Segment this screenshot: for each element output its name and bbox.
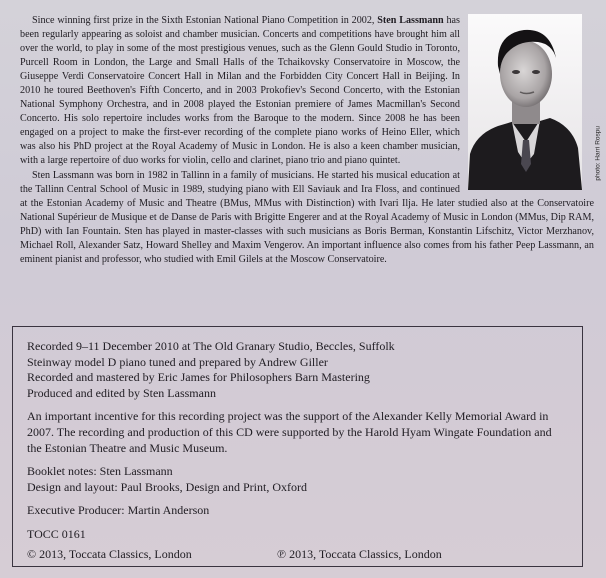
copyright-line: © 2013, Toccata Classics, London [27, 546, 192, 561]
design-line: Design and layout: Paul Brooks, Design and Print, Oxford [27, 479, 307, 494]
portrait-image [468, 14, 582, 190]
piano-line: Steinway model D piano tuned and prepared by Andrew Giller [27, 354, 328, 369]
mastered-line: Recorded and mastered by Eric James for Philosophers Barn Mastering [27, 370, 370, 385]
recorded-line: Recorded 9–11 December 2010 at The Old Granary Studio, Beccles, Suffolk [27, 339, 395, 353]
portrait-photo [468, 14, 582, 190]
support-paragraph: An important incentive for this recording project was the support of the Alexander Kelly Memorial Award in 2007. The recording and production of this CD were supported by the Harold Hyam Wingate Foundation and the Estonian Theatre and Music Museum. [27, 409, 552, 455]
catalog-number: TOCC 0161 [27, 526, 86, 541]
booklet-notes-line: Booklet notes: Sten Lassmann [27, 464, 173, 479]
produced-line: Produced and edited by Sten Lassmann [27, 385, 216, 400]
bio-paragraph-1: Since winning first prize in the Sixth Estonian National Piano Competition in 2002, Sten Lassmann has been regularly appearing as soloist and chamber musician. Concerts and competitions have brought him all over the world, to play in some of the most prestigious venues, such as the Glenn Gould Studio in Toronto, Purcell Room in London, the Large and Small Halls of the Tchaikovsky Conservatoire in Moscow, the Giuseppe Verdi Conservatoire Concert Hall in Milan and the Forbidden City Concert Hall in Beijing. In 2010 he toured Beethoven's Fifth Concerto, and in 2003 Prokofiev's Second Concerto, with the Estonian National Symphony Orchestra, and in 2008 played the Estonian premiere of James Macmillan's Second Concerto. His solo repertoire includes works from the Baroque to the modern. Since 2008 he has been engaged on a project to make the first-ever recording of the complete piano works of Heino Eller, which was also his PhD project at the Royal Academy of Music in London. He is also a keen chamber musician, with a large repertoire of duo works for violin, cello and clarinet, piano trio and piano quintet. [20, 15, 460, 167]
credits-box [12, 326, 583, 567]
executive-producer-line: Executive Producer: Martin Anderson [27, 503, 210, 518]
copyright-row [27, 547, 568, 563]
photo-credit: photo: Harri Rospu [595, 126, 602, 181]
phonogram-line: ℗ 2013, Toccata Classics, London [277, 546, 442, 561]
biography [20, 14, 602, 267]
artist-name: Sten Lassmann [377, 15, 444, 26]
photo-frame [468, 14, 602, 194]
bio-paragraph-2: Sten Lassmann was born in 1982 in Tallinn in a family of musicians. He started his musical education at the Tallinn Central School of Music in 1989, studying piano with Ell Saviauk and Ira Floss, and continued at the Estonian Academy of Music and Theatre (BMus, MMus with Distinction) with Ivari Ilja. He later studied also at the Conservatoire National Supérieur de Musique et de Danse de Paris with Brigitte Engerer and at the Royal Academy of Music in London (MMus, Dip RAM, PhD) with Ian Fountain. Sten has played in master-classes with such musicians as Boris Berman, Konstantin Lifschitz, Victor Merzhanov, Michael Roll, Alexander Satz, Howard Shelley and Maxim Vengerov. An important influence also comes from his father Peep Lassmann, an eminent pianist and professor, who studied with Emil Gilels at the Moscow Conservatoire. [20, 169, 594, 265]
